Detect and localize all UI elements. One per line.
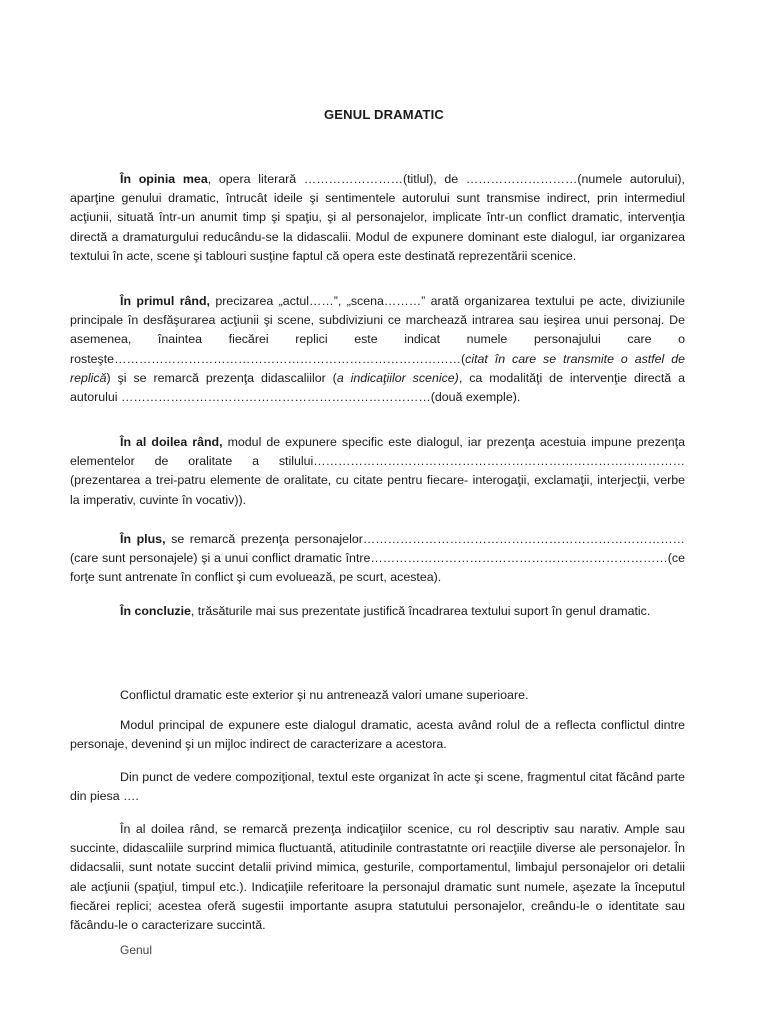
paragraph-dialogue — [70, 716, 685, 754]
paragraph-text: Modul principal de expunere este dialogul dramatic, acesta având rolul de a reflecta conflictul dintre personaje, devenind şi un mijloc indirect de caracterizare a acestora. — [70, 718, 685, 752]
paragraph-opinion — [70, 170, 685, 266]
document-title: GENUL DRAMATIC — [323, 107, 445, 122]
paragraph-text: modul de expunere specific este dialogul, iar prezenţa acestuia impune prezenţa elementelor de oralitate a stilului……………………………………………………………………………… (prezentarea a trei-patru elemente de oralitate, cu citate pentru fiecare- interogaţii, exclamaţii, interjecţii, verbe la imperativ, cuvinte în vocativ)). — [70, 435, 685, 507]
paragraph-italic: citat în care se transmite o astfel de replică — [70, 351, 685, 385]
paragraph-lead: În al doilea rând, — [120, 435, 223, 449]
paragraph-first — [70, 292, 685, 407]
paragraph-text: ) şi se remarcă prezenţa didascaliilor ( — [106, 370, 337, 385]
paragraph-composition — [70, 768, 685, 806]
paragraph-text: Conflictul dramatic este exterior şi nu antrenează valori umane superioare. — [120, 688, 529, 702]
paragraph-text: , trăsăturile mai sus prezentate justifică încadrarea textului suport în genul dramatic. — [190, 604, 651, 618]
paragraph-stage-directions — [70, 820, 685, 935]
paragraph-text: În al doilea rând, se remarcă prezenţa indicaţiilor scenice, cu rol descriptiv sau narativ. Ample sau succinte, didascaliile surprind mimica fluctuantă, atitudinile contrastatnte ori reacţiile diverse ale personajelor. În didacsalii, sunt notate succint detalii privind mimica, gesturile, comportamentul, limbajul personajelor ori detalii ale acţiunii (spaţiul, timpul etc.). Indicaţiile referitoare la personajul dramatic sunt numele, aşezate la începutul fiecărei replici; acestea oferă sugestii importante asupra statutului personajelor, creându-le o identitate sau făcându-le o caracterizare succintă. — [70, 822, 685, 933]
paragraph-text: precizarea „actul……”, „scena………” arată organizarea textului pe acte, diviziunile principale în desfăşurarea acţiunii şi scene, subdiviziuni ce marchează intrarea sau ieşirea unui personaj. De asemenea, înaintea fiecărei replici este indicat numele personajului care o rosteşte…………………………………………………………………………( — [70, 294, 685, 366]
cut-off-line: Genul — [120, 943, 153, 957]
paragraph-conflict — [70, 686, 685, 705]
paragraph-lead: În concluzie — [120, 604, 191, 618]
paragraph-text: Din punct de vedere compoziţional, textul este organizat în acte şi scene, fragmentul citat făcând parte din piesa …. — [70, 770, 685, 804]
paragraph-second — [70, 433, 685, 510]
paragraph-lead: În plus, — [120, 532, 166, 546]
paragraph-italic: a indicaţiilor scenice) — [336, 370, 459, 385]
paragraph-text: , opera literară ……………………(titlul), de ………………………(numele autorului), aparţine genului dramatic, întrucât ideile şi sentimentele autorului sunt transmise indirect, prin intermediul acţiunii, situată într-un anumit timp şi spaţiu, şi al personajelor, implicate într-un conflict dramatic, intervenţia directă a dramaturgului reducându-se la didascalii. Modul de expunere dominant este dialogul, iar organizarea textului în acte, scene şi tablouri susţine faptul că opera este destinată reprezentării scenice. — [70, 172, 685, 263]
paragraph-text: , ca modalităţi de intervenţie directă a autorului …………………………………………………………………(două exemple). — [70, 370, 686, 405]
paragraph-conclusion — [70, 602, 685, 621]
paragraph-lead: În opinia mea — [120, 172, 208, 186]
paragraph-plus — [70, 530, 685, 588]
paragraph-text: se remarcă prezenţa personajelor…………………………………………………………………… (care sunt personajele) şi a unui conflict dramatic între………………………………………………………………(ce forţe sunt antrenate în conflict şi cum evoluează, pe scurt, acestea). — [70, 532, 685, 585]
paragraph-lead: În primul rând, — [120, 294, 210, 308]
